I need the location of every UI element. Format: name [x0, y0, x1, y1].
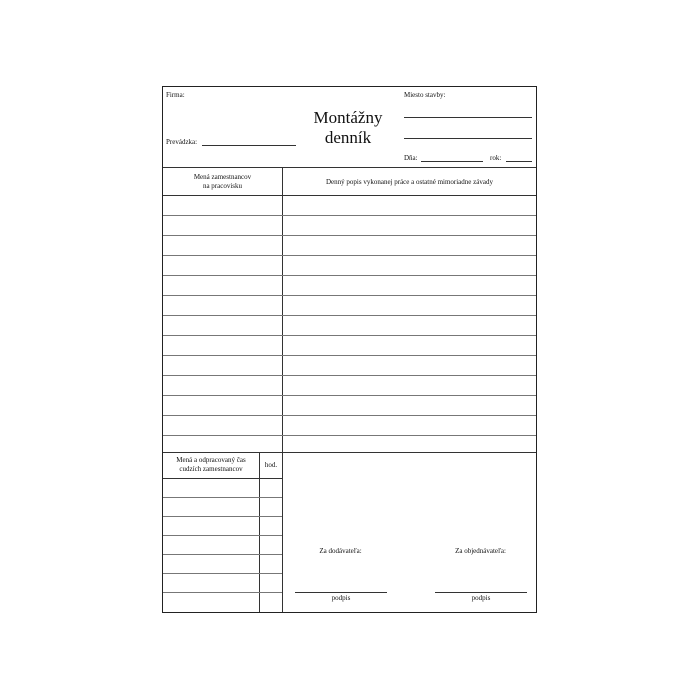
montazny-dennik-form: [162, 86, 537, 613]
supplier-signature-line: [295, 592, 387, 593]
table-row-line: [163, 355, 536, 356]
prevadzka-label: Prevádzka:: [166, 138, 198, 146]
table-row-line: [163, 315, 536, 316]
foreign-row-line: [163, 535, 282, 536]
main-column-divider: [282, 167, 283, 612]
hours-column-divider: [259, 452, 260, 612]
foreign-row-line: [163, 592, 282, 593]
table-row-line: [163, 195, 536, 196]
bottom-section-divider: [163, 452, 536, 453]
client-signature-caption: podpis: [471, 594, 491, 602]
foreign-row-line: [163, 497, 282, 498]
table-row-line: [163, 235, 536, 236]
form-title-line2: denník: [324, 128, 372, 147]
table-row-line: [163, 275, 536, 276]
dna-line: [421, 161, 483, 162]
foreign-header-line1: Mená a odpracovaný čas: [176, 456, 246, 464]
table-row-line: [163, 255, 536, 256]
miesto-line-1: [404, 117, 532, 118]
dna-label: Dňa:: [404, 154, 418, 162]
client-label: Za objednávateľa:: [455, 547, 506, 555]
rok-label: rok:: [490, 154, 502, 162]
header-divider: [163, 167, 536, 168]
col2-header: Denný popis vykonanej práce a ostatné mimoriadne závady: [326, 178, 493, 186]
foreign-row-line: [163, 554, 282, 555]
prevadzka-line: [202, 145, 296, 146]
foreign-row-line: [163, 573, 282, 574]
supplier-label: Za dodávateľa:: [319, 547, 362, 555]
foreign-row-line: [163, 516, 282, 517]
rok-line: [506, 161, 532, 162]
miesto-stavby-label: Miesto stavby:: [404, 91, 446, 99]
firma-label: Firma:: [166, 91, 185, 99]
supplier-signature-caption: podpis: [331, 594, 351, 602]
form-title-line1: Montážny: [313, 108, 383, 127]
table-row-line: [163, 375, 536, 376]
col1-header-line2: na pracovisku: [202, 182, 243, 190]
col1-header-line1: Mená zamestnancov: [193, 173, 252, 181]
table-row-line: [163, 215, 536, 216]
table-row-line: [163, 335, 536, 336]
foreign-header-line2: cudzích zamestnancov: [179, 465, 243, 473]
table-row-line: [163, 295, 536, 296]
hours-header: hod.: [264, 461, 278, 469]
client-signature-line: [435, 592, 527, 593]
foreign-row-line: [163, 478, 282, 479]
table-row-line: [163, 435, 536, 436]
table-row-line: [163, 395, 536, 396]
miesto-line-2: [404, 138, 532, 139]
table-row-line: [163, 415, 536, 416]
